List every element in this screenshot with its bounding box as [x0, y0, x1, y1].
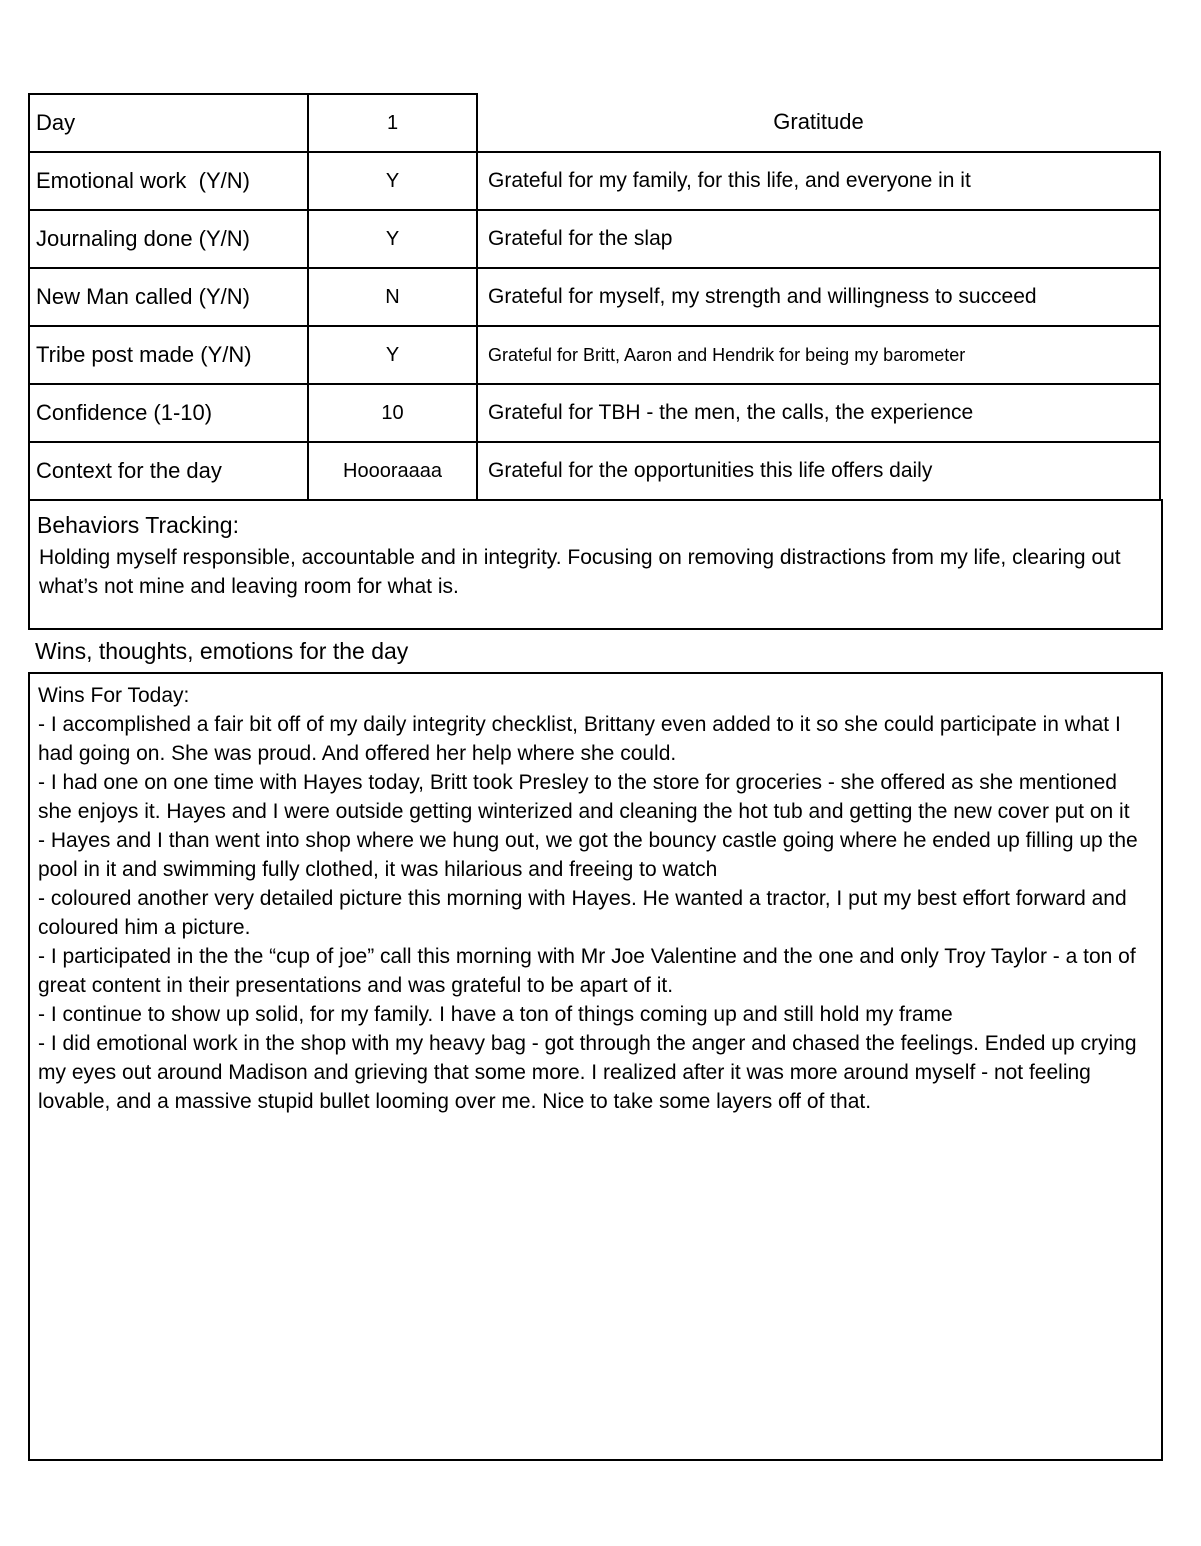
tracker-row-emotional-work: [30, 153, 476, 211]
gratitude-entry-4: Grateful for Britt, Aaron and Hendrik for being my barometer: [476, 325, 1161, 385]
gratitude-column-title: Gratitude: [773, 109, 864, 134]
tracker-row-new-man-called: [30, 269, 476, 327]
journaling-value: Y: [385, 227, 400, 250]
tracker-row-tribe-post: [30, 327, 476, 385]
context-value: Hoooraaaa: [343, 459, 442, 482]
gratitude-column: [476, 93, 1161, 501]
wins-entry-3: - Hayes and I than went into shop where we hung out, we got the bouncy castle going where he ended up filling up the pool in it and swimming fully clothed, it was hilarious and freeing to watch: [38, 829, 1138, 881]
behaviors-tracking-title: Behaviors Tracking:: [37, 512, 239, 538]
emotional-work-value: Y: [385, 169, 400, 192]
context-label: Context for the day: [30, 443, 309, 499]
confidence-value: 10: [381, 401, 404, 424]
new-man-called-value: N: [385, 285, 400, 308]
behaviors-tracking-box: [28, 499, 1163, 630]
emotional-work-label: Emotional work (Y/N): [30, 153, 309, 209]
wins-entry-5: - I participated in the the “cup of joe” call this morning with Mr Joe Valentine and the one and only Troy Taylor - a ton of great content in their presentations and was grateful to be apart of it.: [38, 945, 1136, 997]
tracker-row-journaling: [30, 211, 476, 269]
wins-box: [28, 672, 1163, 1461]
wins-section-heading: Wins, thoughts, emotions for the day: [35, 638, 409, 664]
tribe-post-label: Tribe post made (Y/N): [30, 327, 309, 383]
journal-sheet: [28, 93, 1163, 1461]
tracker-row-confidence: [30, 385, 476, 443]
journaling-label: Journaling done (Y/N): [30, 211, 309, 267]
gratitude-entry-5: Grateful for TBH - the men, the calls, the experience: [476, 383, 1161, 443]
gratitude-entry-6: Grateful for the opportunities this life offers daily: [476, 441, 1161, 501]
wins-entry-4: - coloured another very detailed picture this morning with Hayes. He wanted a tractor, I put my best effort forward and coloured him a picture.: [38, 887, 1127, 939]
day-label: Day: [30, 95, 309, 151]
gratitude-entry-1: Grateful for my family, for this life, and everyone in it: [476, 151, 1161, 211]
gratitude-entry-2: Grateful for the slap: [476, 209, 1161, 269]
wins-entry-7: - I did emotional work in the shop with my heavy bag - got through the anger and chased the feelings. Ended up crying my eyes out around Madison and grieving that some more. I realized after it was more around myself - not feeling lovable, and a massive stupid bullet looming over me. Nice to take some layers off of that.: [38, 1032, 1137, 1113]
wins-entry-2: - I had one on one time with Hayes today, Britt took Presley to the store for groceries - she offered as she mentioned she enjoys it. Hayes and I were outside getting winterized and cleaning the hot tub and getting the new cover put on it: [38, 771, 1130, 823]
new-man-called-label: New Man called (Y/N): [30, 269, 309, 325]
wins-entry-6: - I continue to show up solid, for my family. I have a ton of things coming up and still hold my frame: [38, 1003, 953, 1026]
tracker-left-table: [28, 93, 478, 501]
behaviors-tracking-body: Holding myself responsible, accountable and in integrity. Focusing on removing distractions from my life, clearing out what’s not mine and leaving room for what is.: [39, 546, 1121, 598]
tracker-row-context: [30, 443, 476, 499]
gratitude-entry-3: Grateful for myself, my strength and willingness to succeed: [476, 267, 1161, 327]
day-value: 1: [386, 111, 399, 134]
daily-tracker-table: [28, 93, 1163, 501]
tracker-header-row: [30, 95, 476, 153]
tribe-post-value: Y: [385, 343, 400, 366]
confidence-label: Confidence (1-10): [30, 385, 309, 441]
wins-title: Wins For Today:: [38, 684, 190, 707]
wins-entry-1: - I accomplished a fair bit off of my daily integrity checklist, Brittany even added to it so she could participate in what I had going on. She was proud. And offered her help where she could.: [38, 713, 1121, 765]
